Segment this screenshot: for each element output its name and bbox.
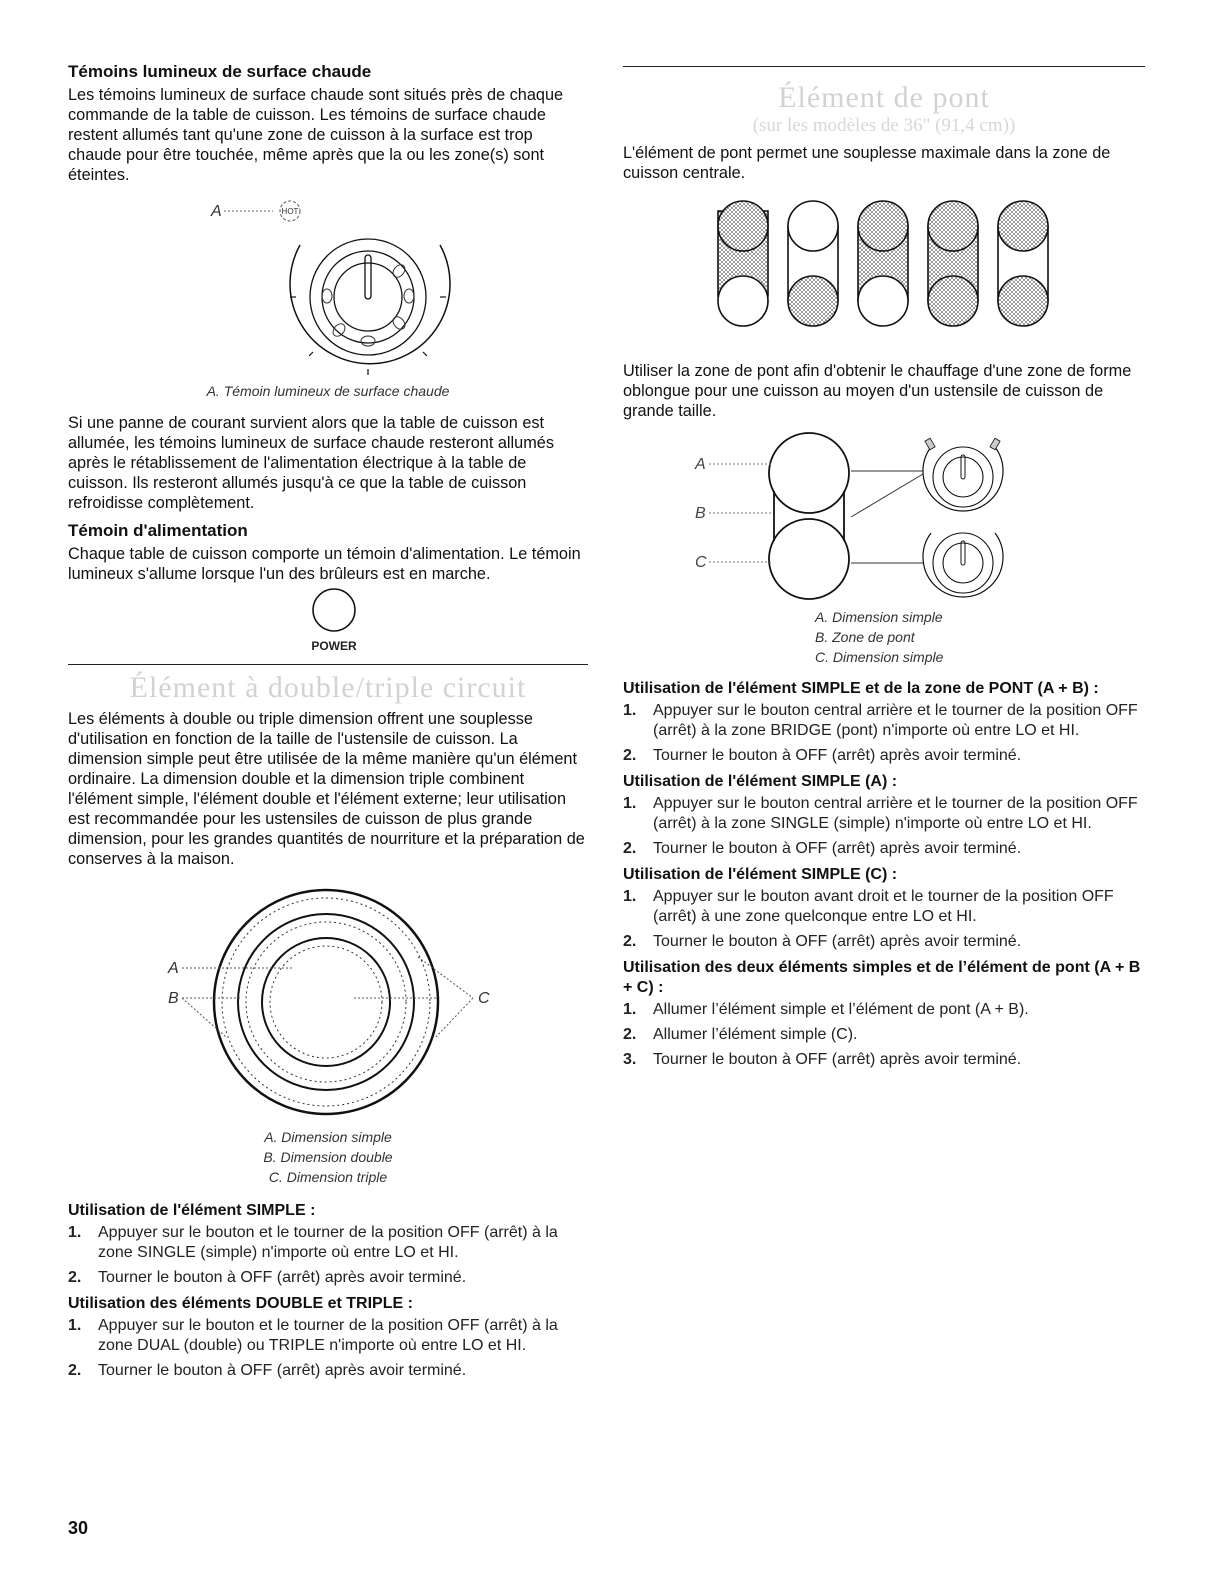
power-para: Chaque table de cuisson comporte un témoin d'alimentation. Le témoin lumineux s'allume lorsque l'un des brûleurs est en marche. xyxy=(68,545,581,583)
triple-label-b: B xyxy=(168,990,179,1007)
power-heading: Témoin d'alimentation xyxy=(68,521,248,540)
bridge-para-2: Utiliser la zone de pont afin d'obtenir le chauffage d'une zone de forme oblongue pour une cuisson au moyen d'un ustensile de cuisson de grande taille. xyxy=(623,362,1132,420)
hot-label-a: A xyxy=(211,203,222,220)
bridge-use-ab-steps xyxy=(623,701,1145,766)
power-icon-label: POWER xyxy=(311,639,357,653)
bridge-caption-b: B. Zone de pont xyxy=(815,629,915,645)
bridge-heading: Élément de pont xyxy=(778,81,990,114)
section-divider-right xyxy=(623,66,1145,67)
bridge-caption-c: C. Dimension simple xyxy=(815,649,944,665)
bridge-controls-figure xyxy=(623,429,1145,607)
list-item: 2. Tourner le bouton à OFF (arrêt) après avoir terminé. xyxy=(623,747,1022,764)
double-triple-para: Les éléments à double ou triple dimension offrent une souplesse d'utilisation en fonction de la taille de l'ustensile de cuisson. La dimension simple peut être utilisée de la même manière qu'un élément ordinaire. La dimension double et la dimension triple combinent l'élément simple, l'élément double et l'élément externe; leur utilisation est recommandée pour les ustensiles de cuisson de plus grande dimension, pour les grandes quantités de nourriture et la préparation de conserves à la maison. xyxy=(68,710,585,868)
page-number: 30 xyxy=(68,1518,89,1538)
power-figure xyxy=(68,586,588,664)
control-knob-icon xyxy=(290,239,450,375)
triple-label-c: C xyxy=(478,990,490,1007)
bridge-combo-3-icon xyxy=(858,201,908,326)
bridge-combo-2-icon xyxy=(788,201,838,326)
list-item: 2. Tourner le bouton à OFF (arrêt) après avoir terminé. xyxy=(623,840,1022,857)
triple-caption-c: C. Dimension triple xyxy=(268,1169,388,1185)
list-item: 1. Appuyer sur le bouton central arrière et le tourner de la position OFF (arrêt) à la zone BRIDGE (pont) n'importe où entre LO et HI. xyxy=(623,702,1138,739)
left-column xyxy=(68,62,588,1386)
triple-label-a: A xyxy=(168,960,179,977)
simple-c-steps xyxy=(623,887,1145,952)
list-item: 3. Tourner le bouton à OFF (arrêt) après avoir terminé. xyxy=(623,1051,1022,1068)
bridge-element-icon xyxy=(769,433,849,599)
bridge-label-c: C xyxy=(695,554,707,571)
list-item: 2. Tourner le bouton à OFF (arrêt) après avoir terminé. xyxy=(68,1269,467,1286)
triple-caption-a: A. Dimension simple xyxy=(264,1129,392,1145)
bridge-caption-a: A. Dimension simple xyxy=(815,609,943,625)
bridge-use-ab-heading: Utilisation de l'élément SIMPLE et de la zone de PONT (A + B) : xyxy=(623,680,1099,697)
power-icon xyxy=(313,589,355,631)
hot-surface-heading: Témoins lumineux de surface chaude xyxy=(68,62,372,81)
double-use-steps xyxy=(68,1316,588,1381)
triple-caption-b: B. Dimension double xyxy=(263,1149,393,1165)
bridge-combinations-figure xyxy=(623,191,1145,351)
double-triple-heading: Élément à double/triple circuit xyxy=(129,671,527,704)
bridge-label-b: B xyxy=(695,505,706,522)
simple-use-heading: Utilisation de l'élément SIMPLE : xyxy=(68,1202,316,1219)
front-control-knob-icon xyxy=(923,533,1003,597)
hot-surface-para-2: Si une panne de courant survient alors que la table de cuisson est allumée, les témoins lumineux de surface chaude resteront allumés après le rétablissement de l'alimentation électrique à la table de cuisson. Ils resteront allumés jusqu'à ce que la table de cuisson refroidisse complètement. xyxy=(68,414,554,512)
list-item: 1. Allumer l’élément simple et l’élément de pont (A + B). xyxy=(623,1001,1029,1018)
double-triple-figure xyxy=(68,877,588,1127)
hot-surface-figure xyxy=(68,193,588,381)
simple-c-heading: Utilisation de l'élément SIMPLE (C) : xyxy=(623,866,898,883)
list-item: 2. Tourner le bouton à OFF (arrêt) après avoir terminé. xyxy=(68,1362,467,1379)
rear-control-knob-icon xyxy=(923,438,1003,511)
hot-icon-text: HOT xyxy=(281,207,299,216)
hot-surface-caption: A. Témoin lumineux de surface chaude xyxy=(206,383,450,399)
triple-element-icon xyxy=(214,890,438,1114)
right-column xyxy=(623,66,1145,1075)
bridge-label-a: A xyxy=(695,456,706,473)
bridge-para-1: L'élément de pont permet une souplesse maximale dans la zone de cuisson centrale. xyxy=(623,144,1111,182)
hot-indicator-icon xyxy=(280,201,300,221)
list-item: 2. Allumer l’élément simple (C). xyxy=(623,1026,858,1043)
list-item: 2. Tourner le bouton à OFF (arrêt) après avoir terminé. xyxy=(623,933,1022,950)
all-elements-steps xyxy=(623,1000,1145,1070)
list-item: 1. Appuyer sur le bouton et le tourner de la position OFF (arrêt) à la zone DUAL (double) ou TRIPLE n'importe où entre LO et HI. xyxy=(68,1317,558,1354)
list-item: 1. Appuyer sur le bouton avant droit et le tourner de la position OFF (arrêt) à une zone quelconque entre LO et HI. xyxy=(623,888,1114,925)
bridge-combo-1-icon xyxy=(718,201,768,326)
section-divider-left xyxy=(68,664,588,665)
simple-a-steps xyxy=(623,794,1145,859)
list-item: 1. Appuyer sur le bouton et le tourner de la position OFF (arrêt) à la zone SINGLE (simple) n'importe où entre LO et HI. xyxy=(68,1224,558,1261)
simple-a-heading: Utilisation de l'élément SIMPLE (A) : xyxy=(623,773,898,790)
bridge-subtitle: (sur les modèles de 36" (91,4 cm)) xyxy=(752,115,1016,136)
list-item: 1. Appuyer sur le bouton central arrière et le tourner de la position OFF (arrêt) à la zone SINGLE (simple) n'importe où entre LO et HI. xyxy=(623,795,1138,832)
simple-use-steps xyxy=(68,1223,588,1288)
bridge-combo-4-icon xyxy=(928,201,978,326)
bridge-combo-5-icon xyxy=(998,201,1048,326)
hot-surface-para-1: Les témoins lumineux de surface chaude sont situés près de chaque commande de la table de cuisson. Les témoins de surface chaude restent allumés tant qu'une zone de cuisson à la surface est trop chaude pour être touchée, même après que la ou les zone(s) sont éteintes. xyxy=(68,86,564,184)
all-elements-heading: Utilisation des deux éléments simples et de l’élément de pont (A + B + C) : xyxy=(623,959,1141,996)
double-use-heading: Utilisation des éléments DOUBLE et TRIPLE : xyxy=(68,1295,413,1312)
